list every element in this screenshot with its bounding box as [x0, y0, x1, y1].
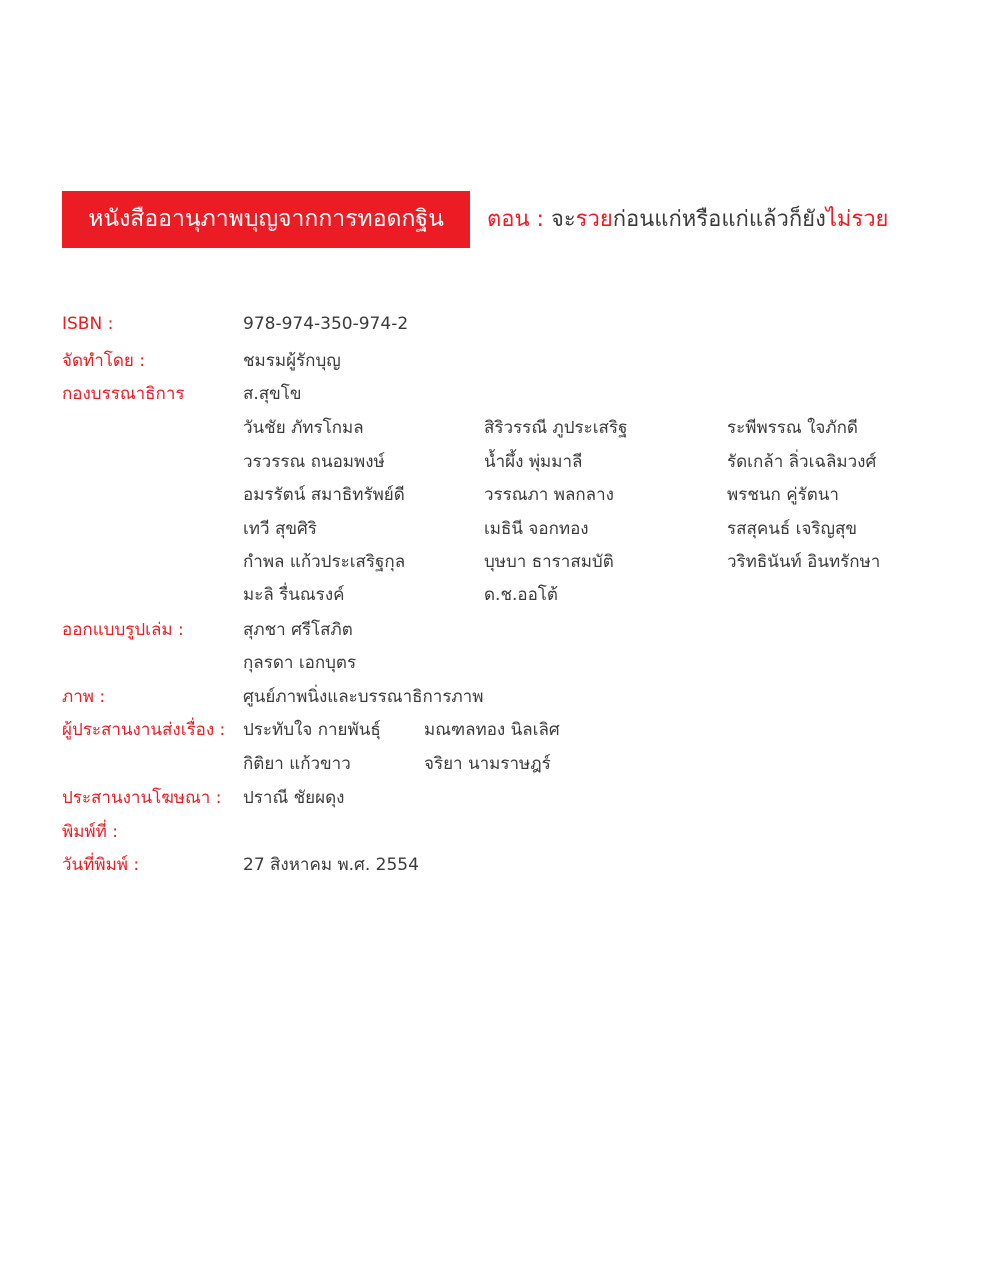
editor-name: กำพล แก้วประเสริฐกุล — [243, 552, 406, 572]
advert-label: ประสานงานโฆษณา : — [62, 788, 222, 808]
editor-name: น้ำผึ้ง พุ่มมาลี — [484, 452, 583, 472]
editor-name: รัดเกล้า ลิ่วเฉลิมวงศ์ — [727, 452, 877, 472]
episode-title — [487, 191, 888, 248]
coordinator-name: มณฑลทอง นิลเลิศ — [424, 720, 560, 740]
editor-name: เมธินี จอกทอง — [484, 519, 589, 539]
publisher-value: ชมรมผู้รักบุญ — [243, 351, 341, 371]
episode-part-3: ก่อนแก่หรือแก่แล้วก็ยัง — [612, 207, 826, 232]
isbn-value: 978-974-350-974-2 — [243, 314, 409, 334]
coordinator-name: ประทับใจ กายพันธุ์ — [243, 720, 381, 740]
editor-name: รสสุคนธ์ เจริญสุข — [727, 519, 858, 539]
editor-name: วรวรรณ ถนอมพงษ์ — [243, 452, 385, 472]
advert-value: ปราณี ชัยผดุง — [243, 788, 345, 808]
coordinator-name: จริยา นามราษฎร์ — [424, 754, 551, 774]
coordinator-name: กิติยา แก้วขาว — [243, 754, 351, 774]
print-date-value: 27 สิงหาคม พ.ศ. 2554 — [243, 855, 419, 875]
photo-value: ศูนย์ภาพนิ่งและบรรณาธิการภาพ — [243, 687, 484, 707]
editor-name: บุษบา ธาราสมบัติ — [484, 552, 614, 572]
publisher-label: จัดทำโดย : — [62, 351, 146, 371]
editor-name: วริทธินันท์ อินทรักษา — [727, 552, 881, 572]
episode-part-4: ไม่รวย — [825, 207, 889, 232]
editorial-label: กองบรรณาธิการ — [62, 384, 185, 404]
isbn-label: ISBN : — [62, 314, 114, 334]
editor-name: วรรณภา พลกลาง — [484, 485, 614, 505]
editor-name: ระพีพรรณ ใจภักดี — [727, 418, 858, 438]
book-title: หนังสืออานุภาพบุญจากการทอดกฐิน — [88, 206, 444, 232]
print-date-label: วันที่พิมพ์ : — [62, 855, 140, 875]
designer-name: กุลรดา เอกบุตร — [243, 653, 357, 673]
editor-name: วันชัย ภัทรโกมล — [243, 418, 364, 438]
editorial-chief: ส.สุขโข — [243, 384, 302, 404]
editor-name: มะลิ รื่นณรงค์ — [243, 585, 345, 605]
editor-name: สิริวรรณี ภูประเสริฐ — [484, 418, 628, 438]
episode-label: ตอน : — [487, 207, 544, 232]
editor-name: อมรรัตน์ สมาธิทรัพย์ดี — [243, 485, 405, 505]
editor-name: ด.ช.ออโต้ — [484, 585, 558, 605]
book-title-banner — [62, 191, 470, 248]
designer-name: สุภชา ศรีโสภิต — [243, 620, 353, 640]
printer-label: พิมพ์ที่ : — [62, 822, 118, 842]
editor-name: เทวี สุขศิริ — [243, 519, 317, 539]
episode-part-2: รวย — [575, 207, 613, 232]
episode-part-1: จะ — [550, 207, 576, 232]
coordinator-label: ผู้ประสานงานส่งเรื่อง : — [62, 720, 226, 740]
photo-label: ภาพ : — [62, 687, 106, 707]
editor-name: พรชนก คู่รัตนา — [727, 485, 839, 505]
design-label: ออกแบบรูปเล่ม : — [62, 620, 184, 640]
